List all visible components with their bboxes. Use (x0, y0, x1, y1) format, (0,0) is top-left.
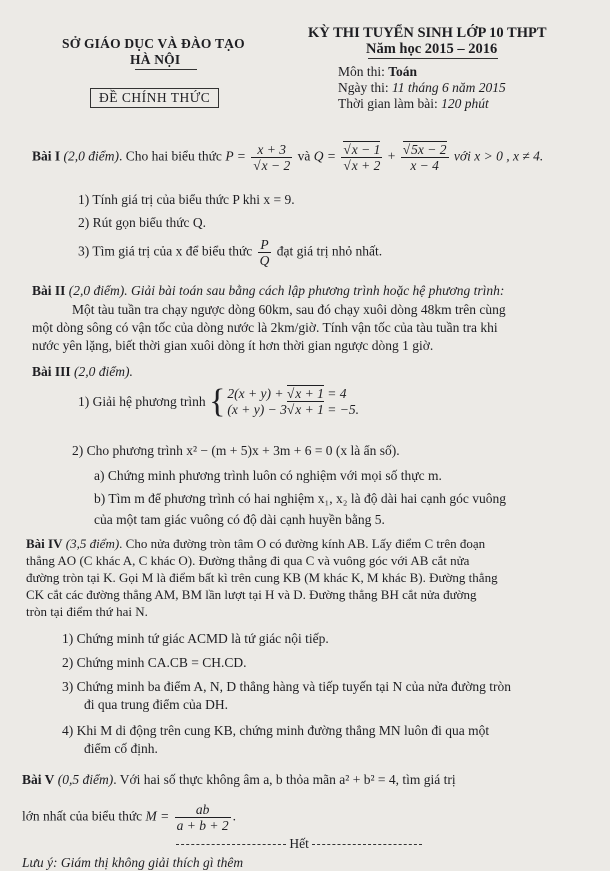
bai4-line2: thẳng AO (C khác A, C khác O). Đường thẳng đi qua C và vuông góc với AB cắt nửa (26, 553, 470, 568)
header-underline (135, 69, 197, 70)
bai3-q2b-line2: của một tam giác vuông có độ dài cạnh huyền bằng 5. (94, 512, 385, 527)
exam-year: Năm học 2015 – 2016 (366, 41, 498, 57)
bai4-line3: đường tròn tại K. Gọi M là điểm bất kì trên cung KB (M khác K, M khác B). Đường thẳng (26, 570, 498, 585)
bai5-line2: lớn nhất của biểu thức M = $\frac{ab}{a + b + 2}$ . (22, 802, 237, 833)
bai3-heading (32, 364, 133, 380)
date-label: Ngày thi: (338, 80, 392, 95)
time-value: 120 phút (441, 96, 489, 111)
bai4-score: (3,5 điểm) (65, 536, 120, 551)
bai5-score: (0,5 điểm) (57, 772, 114, 787)
department-city: HÀ NỘI (130, 52, 181, 67)
p-fraction: x + 3 √ x − 2 (251, 142, 292, 173)
m-fraction: $\frac{ab}{a + b + 2}$ (176, 802, 229, 833)
bai1-statement: Bài I (2,0 điểm). Cho hai biểu thức P = x + 3 √ x − 2 và Q = √ x − 1 √ x + 2 + √ $\frac{5x - 2}{x - 4}$ với x > 0 , x ≠ 4. (32, 142, 543, 173)
exam-underline (368, 58, 498, 59)
end-text: Hết (289, 836, 309, 851)
bai4-title: Bài IV (26, 536, 63, 551)
bai3-score: (2,0 điểm). (74, 364, 133, 379)
p-over-q: $\frac{P}{Q}$ (259, 237, 270, 268)
bai2-statement (32, 283, 504, 299)
time-line (338, 96, 489, 112)
bai1-score: (2,0 điểm) (63, 148, 119, 164)
bai1-q1: 1) Tính giá trị của biểu thức P khi x = 9. (78, 192, 295, 207)
system-brace: { (209, 383, 226, 420)
bai2-intro: . Giải bài toán sau bằng cách lập phương trình hoặc hệ phương trình: (124, 283, 505, 298)
bai3-q2: 2) Cho phương trình x² − (m + 5)x + 3m + 6 = 0 (x là ẩn số). (72, 443, 400, 458)
bai1-title: Bài I (32, 148, 61, 164)
q-fraction-1: √ x − 1 √ x + 2 (341, 142, 382, 173)
q-lhs: Q = (313, 148, 336, 164)
equation-system (227, 386, 359, 418)
bai5-title: Bài V (22, 772, 55, 787)
bai3-q2a: a) Chứng minh phương trình luôn có nghiệm với mọi số thực m. (94, 468, 442, 483)
date-line (338, 80, 506, 96)
subject-label: Môn thi: (338, 64, 389, 79)
q-fraction-2: √ $\frac{5x - 2}{x - 4}$ (401, 142, 449, 173)
bai1-q3: 3) Tìm giá trị của x để biểu thức $\frac{P}{Q}$ đạt giá trị nhỏ nhất. (78, 237, 383, 268)
footer-note: Lưu ý: Giám thị không giải thích gì thêm (22, 855, 244, 870)
bai5-line1: Bài V (0,5 điểm). Với hai số thực không âm a, b thỏa mãn a² + b² = 4, tìm giá trị (22, 772, 456, 787)
subject-line (338, 64, 417, 80)
date-value: 11 tháng 6 năm 2015 (392, 80, 506, 95)
equation-2: (x + y) − 3√ x + 1 = −5. (227, 402, 359, 418)
bai1-q2: 2) Rút gọn biểu thức Q. (78, 215, 207, 230)
m-lhs: M = (145, 808, 170, 824)
p-lhs: P = (225, 148, 246, 164)
time-label: Thời gian làm bài: (338, 96, 442, 111)
bai2-line3: nước yên lặng, biết thời gian xuôi dòng ít hơn thời gian ngược dòng 1 giờ. (32, 338, 434, 353)
bai3-q2b-line1: b) Tìm m để phương trình có hai nghiệm x₁, x₂ là độ dài hai cạnh góc vuông (94, 491, 507, 506)
bai2-score: (2,0 điểm) (68, 283, 125, 298)
bai4-q4-line1: 4) Khi M di động trên cung KB, chứng minh đường thẳng MN luôn đi qua một (62, 723, 490, 738)
bai4-q3-line1: 3) Chứng minh ba điểm A, N, D thẳng hàng và tiếp tuyến tại N của nửa đường tròn (62, 679, 512, 694)
bai3-title: Bài III (32, 364, 71, 379)
end-marker (176, 836, 422, 852)
bai4-q1: 1) Chứng minh tứ giác ACMD là tứ giác nội tiếp. (62, 631, 329, 646)
bai3-q1: 1) Giải hệ phương trình { 2(x + y) + √ x + 1 = 4 (x + y) − 3√ x + 1 = −5. (78, 385, 359, 419)
bai4-q3-line2: đi qua trung điểm của DH. (84, 697, 228, 712)
bai2-title: Bài II (32, 283, 66, 298)
bai4-line1: Bài IV (3,5 điểm). Cho nửa đường tròn tâm O có đường kính AB. Lấy điểm C trên đoạn (26, 536, 486, 551)
and-word: và (297, 148, 311, 164)
department-name: SỞ GIÁO DỤC VÀ ĐÀO TẠO (62, 36, 245, 51)
condition: với x > 0 , x ≠ 4. (453, 148, 544, 164)
equation-1: 2(x + y) + √ x + 1 = 4 (227, 386, 359, 402)
bai4-q2: 2) Chứng minh CA.CB = CH.CD. (62, 655, 247, 670)
bai2-line1: Một tàu tuần tra chạy ngược dòng 60km, sau đó chạy xuôi dòng 48km trên cùng (72, 302, 506, 317)
bai4-line4: CK cắt các đường thẳng AM, BM lần lượt tại H và D. Đường thẳng BH cắt nửa đường (26, 587, 477, 602)
bai1-intro: . Cho hai biểu thức (119, 148, 222, 164)
subject-value: Toán (388, 64, 418, 79)
official-label: ĐỀ CHÍNH THỨC (90, 88, 219, 108)
exam-title: KỲ THI TUYỂN SINH LỚP 10 THPT (308, 25, 547, 41)
bai4-q4-line2: điểm cố định. (84, 741, 158, 756)
bai4-line5: tròn tại điểm thứ hai N. (26, 604, 148, 619)
bai2-line2: một dòng sông có vận tốc của dòng nước là 2km/giờ. Tính vận tốc của tàu tuần tra khi (32, 320, 498, 335)
